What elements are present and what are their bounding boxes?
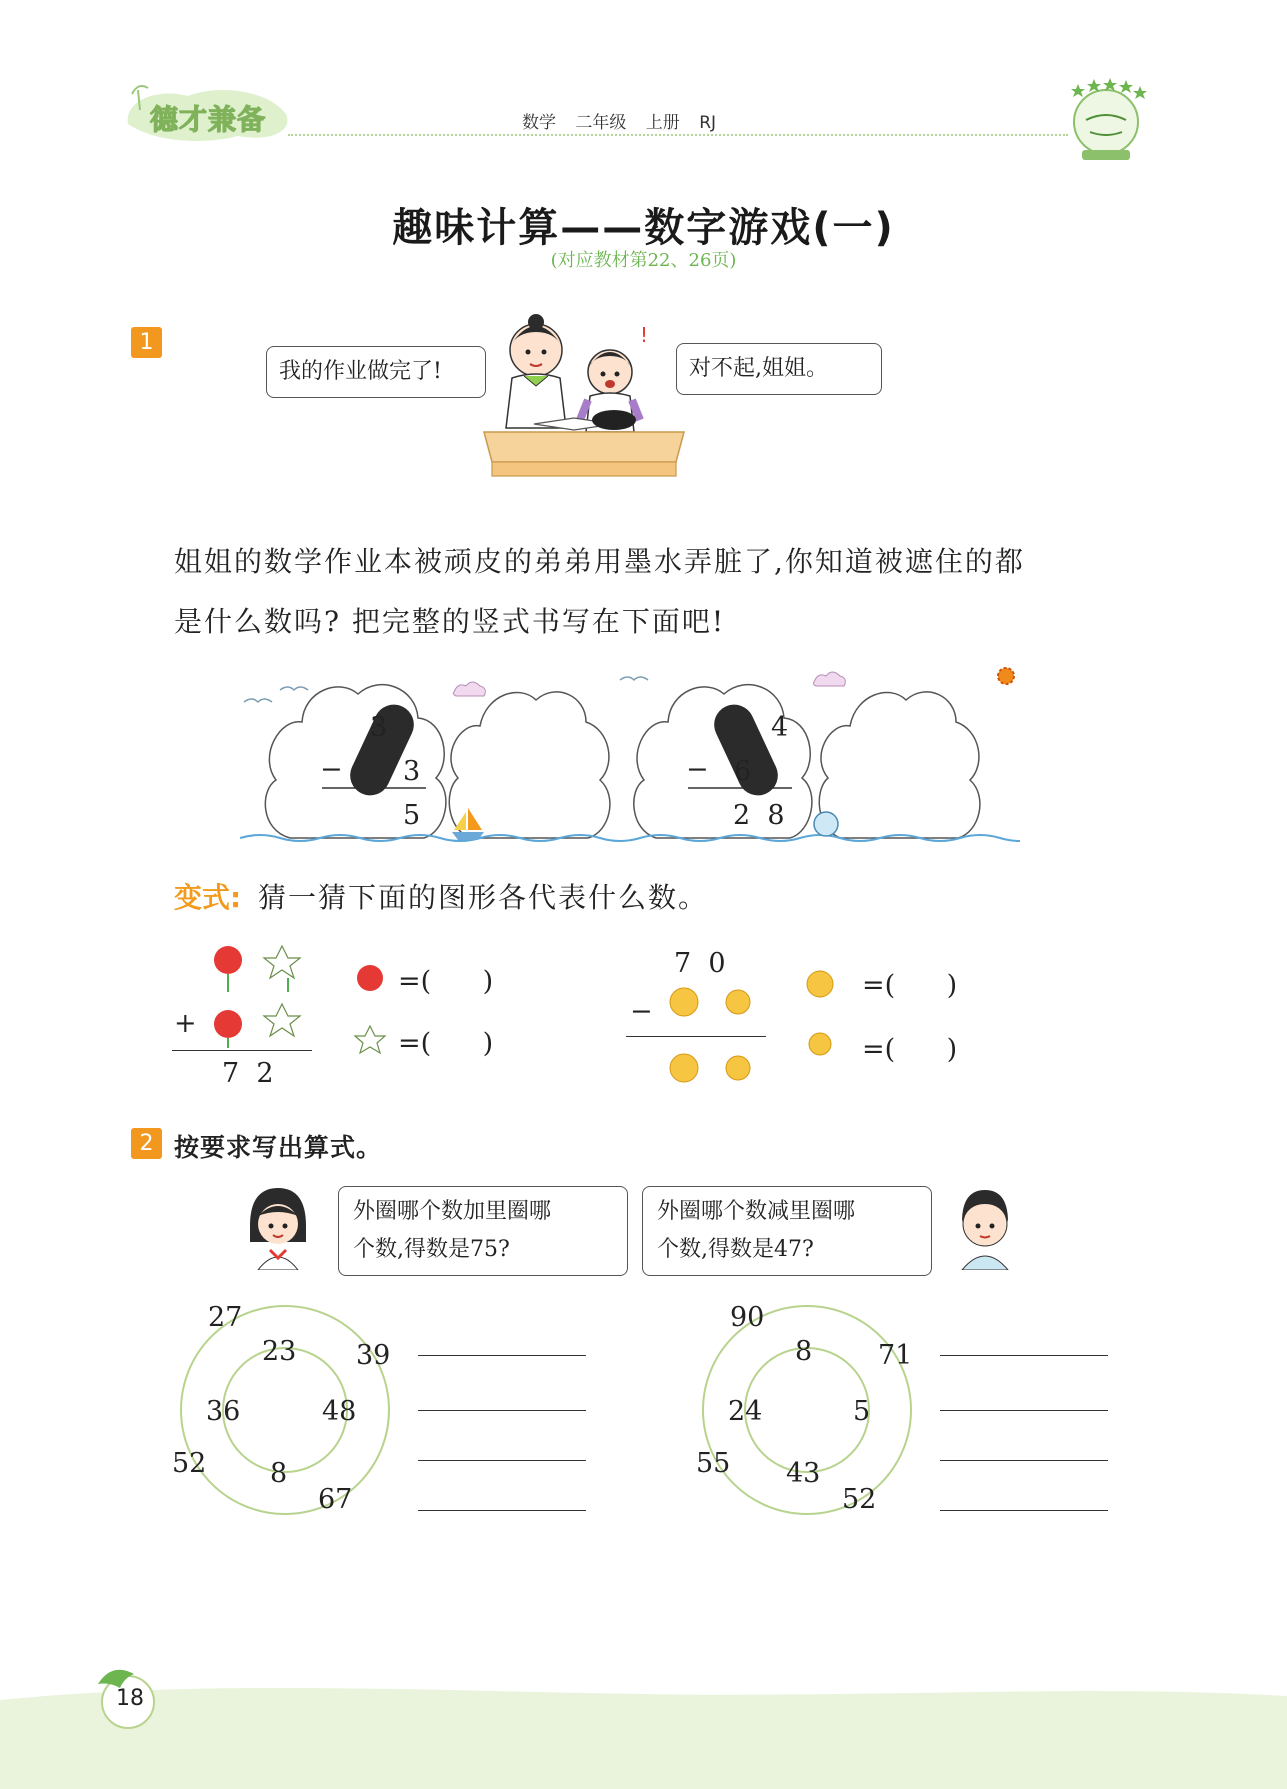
subtraction-outer-number: 71 xyxy=(878,1340,913,1371)
subtraction-inner-number: 24 xyxy=(728,1396,763,1427)
addition-outer-number: 52 xyxy=(172,1448,207,1479)
bubble-addition-line-2: 个数,得数是75? xyxy=(353,1237,510,1262)
bubble-addition-line-1: 外圈哪个数加里圈哪 xyxy=(353,1199,552,1224)
chrysanthemum-subtraction-illustration xyxy=(660,982,760,1092)
question-2-instruction: 按要求写出算式。 xyxy=(174,1133,383,1162)
flower-addition-result: 7 2 xyxy=(222,1058,274,1089)
subtraction-answer-line[interactable] xyxy=(940,1510,1108,1511)
flower-addition-operator: + xyxy=(174,1008,197,1039)
subtraction-answer-line[interactable] xyxy=(940,1355,1108,1356)
author-badge-icon xyxy=(1064,76,1148,166)
chrysanthemum-line xyxy=(626,1036,766,1037)
question-1-text-line-2: 是什么数吗? 把完整的竖式书写在下面吧! xyxy=(174,605,726,638)
addition-rings xyxy=(168,1300,398,1530)
subtraction-inner-number: 5 xyxy=(853,1396,871,1427)
subtraction-answer-line[interactable] xyxy=(940,1410,1108,1411)
speech-bubble-subtraction xyxy=(642,1186,932,1276)
header-subject: 数学 二年级 上册 RJ xyxy=(522,113,717,133)
children-at-desk-illustration xyxy=(474,312,694,522)
addition-outer-number: 67 xyxy=(318,1484,353,1515)
addition-answer-line[interactable] xyxy=(418,1410,586,1411)
chrysanthemum-top-number: 7 0 xyxy=(674,948,726,979)
calc1-operator: − xyxy=(320,754,343,785)
page-subtitle: (对应教材第22、26页) xyxy=(550,250,737,271)
flower-addition-line xyxy=(172,1050,312,1051)
calc1-top-digit: 3 xyxy=(370,712,388,743)
subtraction-outer-number: 55 xyxy=(696,1448,731,1479)
page-title: 趣味计算——数字游戏(一) xyxy=(392,205,895,251)
chrysanthemum-a-answer-blank: =( ) xyxy=(862,970,958,1001)
speech-bubble-brother: 对不起,姐姐。 xyxy=(676,343,882,395)
svg-text:!: ! xyxy=(640,323,649,347)
speech-bubble-sister: 我的作业做完了! xyxy=(266,346,486,398)
page-number: 18 xyxy=(116,1686,144,1711)
question-1-text-line-1: 姐姐的数学作业本被顽皮的弟弟用墨水弄脏了,你知道被遮住的都 xyxy=(174,545,1025,578)
addition-inner-number: 23 xyxy=(262,1336,297,1367)
subtraction-inner-number: 8 xyxy=(795,1336,813,1367)
addition-inner-number: 48 xyxy=(322,1396,357,1427)
variant-text: 猜一猜下面的图形各代表什么数。 xyxy=(258,881,709,914)
subtraction-rings xyxy=(690,1300,920,1530)
subtraction-outer-number: 52 xyxy=(842,1484,877,1515)
calc2-result: 2 8 xyxy=(733,800,785,831)
addition-inner-number: 36 xyxy=(206,1396,241,1427)
addition-answer-line[interactable] xyxy=(418,1510,586,1511)
footer-wave-decoration xyxy=(0,1680,1287,1789)
addition-outer-number: 27 xyxy=(208,1302,243,1333)
bubble-subtraction-line-2: 个数,得数是47? xyxy=(657,1237,814,1262)
chrysanthemum-b-answer-blank: =( ) xyxy=(862,1034,958,1065)
cloud-calculation-scene xyxy=(240,660,1020,855)
header-rule xyxy=(288,134,1068,136)
subtraction-answer-line[interactable] xyxy=(940,1460,1108,1461)
calc1-middle-digit: 3 xyxy=(403,756,421,787)
addition-answer-line[interactable] xyxy=(418,1460,586,1461)
boy-avatar-icon xyxy=(952,1186,1018,1270)
calc2-operator: − xyxy=(686,754,709,785)
rose-answer-blank: =( ) xyxy=(398,966,494,997)
speech-bubble-addition xyxy=(338,1186,628,1276)
subtraction-inner-number: 43 xyxy=(786,1458,821,1489)
bubble-subtraction-line-1: 外圈哪个数减里圈哪 xyxy=(657,1199,856,1224)
rose-lily-legend-icons xyxy=(350,960,390,1060)
addition-outer-number: 39 xyxy=(356,1340,391,1371)
chrysanthemum-legend-icons xyxy=(800,966,840,1076)
calc2-top-digit: 4 xyxy=(771,712,789,743)
question-1-number: 1 xyxy=(131,327,162,358)
header-logo-text: 德才兼备 xyxy=(150,103,267,136)
lily-answer-blank: =( ) xyxy=(398,1028,494,1059)
addition-inner-number: 8 xyxy=(270,1458,288,1489)
calc2-middle-digit: 6 xyxy=(734,756,752,787)
subtraction-outer-number: 90 xyxy=(730,1302,765,1333)
addition-answer-line[interactable] xyxy=(418,1355,586,1356)
chrysanthemum-operator: − xyxy=(630,996,653,1027)
calc1-result: 5 xyxy=(403,800,421,831)
variant-label: 变式: xyxy=(174,881,242,914)
girl-avatar-icon xyxy=(244,1186,312,1270)
question-2-number: 2 xyxy=(131,1128,162,1159)
